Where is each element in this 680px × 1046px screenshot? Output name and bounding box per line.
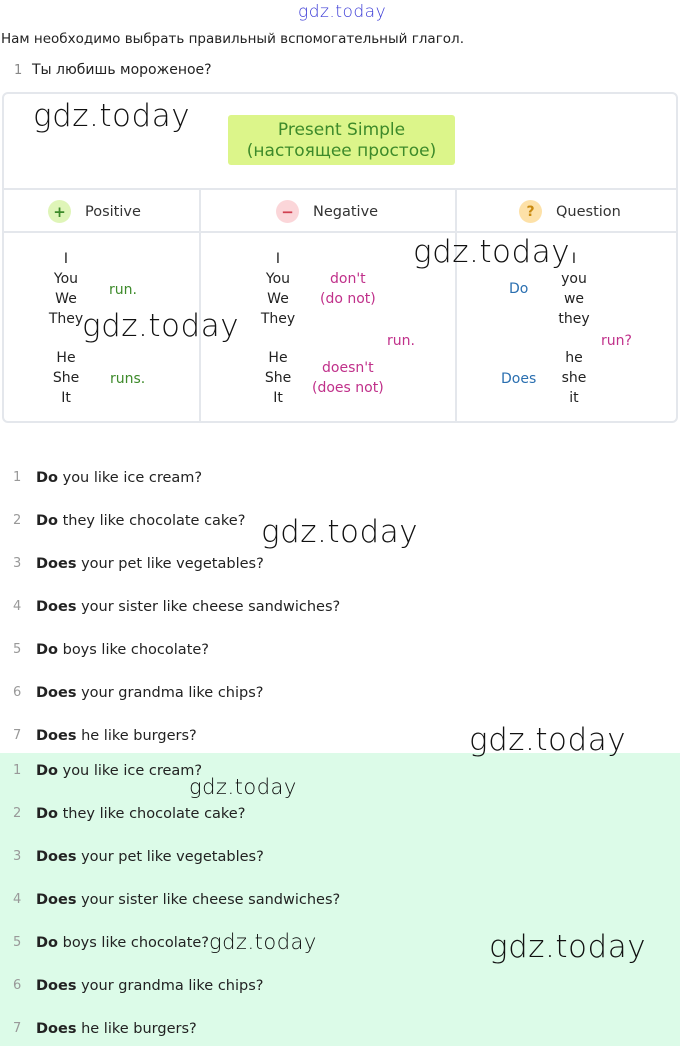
pronoun: they [558, 311, 590, 327]
watermark: gdz.today [489, 929, 647, 965]
item-text: boys like chocolate? [58, 642, 209, 658]
item-aux: Does [36, 849, 77, 865]
item-number: 2 [13, 806, 22, 821]
grammar-column-headers [4, 190, 676, 233]
item-text: your sister like cheese sandwiches? [76, 892, 341, 908]
item-number: 1 [13, 763, 22, 778]
minus-icon: − [276, 200, 299, 223]
item-aux: Does [36, 685, 77, 701]
grammar-table [2, 92, 678, 423]
item-aux: Does [36, 599, 77, 615]
item-text: you like ice cream? [58, 470, 203, 486]
item-text: he like burgers? [76, 1021, 197, 1037]
answer-item [0, 806, 680, 849]
column-divider [199, 190, 201, 423]
item-number: 6 [13, 978, 22, 993]
item-aux: Do [36, 470, 58, 486]
item-number: 5 [13, 935, 22, 950]
example-text: Ты любишь мороженое? [32, 62, 212, 78]
example-number: 1 [14, 63, 23, 78]
item-number: 7 [13, 728, 22, 743]
pronoun: I [63, 251, 69, 267]
pronoun: It [61, 390, 71, 406]
question-icon: ? [519, 200, 542, 223]
answer-item [0, 763, 680, 806]
question-aux-third: Does [501, 371, 537, 387]
answer-block [0, 753, 680, 1046]
item-aux: Does [36, 728, 77, 744]
column-question [519, 190, 621, 233]
positive-verb-third: runs. [110, 371, 146, 387]
list-item [0, 642, 680, 685]
pronoun: she [561, 370, 587, 386]
item-text: boys like chocolate? [58, 935, 209, 951]
pronoun: he [565, 350, 583, 366]
pronoun: She [264, 370, 292, 386]
item-number: 7 [13, 1021, 22, 1036]
column-negative-label: Negative [313, 203, 379, 220]
item-number: 3 [13, 556, 22, 571]
item-number: 6 [13, 685, 22, 700]
item-number: 2 [13, 513, 22, 528]
pronoun: I [571, 251, 577, 267]
column-question-label: Question [556, 203, 621, 220]
item-text: you like ice cream? [58, 763, 203, 779]
pronoun: They [260, 311, 296, 327]
answer-item [0, 1021, 680, 1046]
watermark: gdz.today [82, 308, 240, 344]
watermark: gdz.today [413, 234, 571, 270]
watermark: gdz.today [209, 930, 317, 954]
item-text: your pet like vegetables? [76, 556, 264, 572]
pronoun: it [569, 390, 579, 406]
item-aux: Does [36, 1021, 77, 1037]
watermark: gdz.today [189, 775, 297, 799]
answer-item [0, 849, 680, 892]
positive-verb: run. [109, 282, 137, 298]
item-text: your grandma like chips? [76, 978, 264, 994]
pronoun: You [265, 271, 291, 287]
item-aux: Does [36, 978, 77, 994]
column-positive [48, 190, 141, 233]
item-number: 4 [13, 892, 22, 907]
list-item [0, 556, 680, 599]
pronoun: you [561, 271, 587, 287]
watermark: gdz.today [469, 722, 627, 758]
list-item [0, 599, 680, 642]
pronoun: You [53, 271, 79, 287]
item-aux: Do [36, 513, 58, 529]
item-text: your pet like vegetables? [76, 849, 264, 865]
column-divider [455, 190, 457, 423]
item-number: 5 [13, 642, 22, 657]
item-text: your grandma like chips? [76, 685, 264, 701]
watermark: gdz.today [33, 98, 191, 134]
item-text: your sister like cheese sandwiches? [76, 599, 341, 615]
item-number: 4 [13, 599, 22, 614]
pronoun: She [52, 370, 80, 386]
item-aux: Does [36, 556, 77, 572]
instruction-text: Нам необходимо выбрать правильный вспомогательный глагол. [1, 31, 464, 47]
plus-icon: + [48, 200, 71, 223]
pronoun: We [55, 291, 77, 307]
negative-aux-third: doesn't [322, 360, 374, 376]
item-number: 3 [13, 849, 22, 864]
item-number: 1 [13, 470, 22, 485]
example-line [14, 62, 212, 78]
column-positive-label: Positive [85, 203, 141, 220]
pronoun: He [56, 350, 76, 366]
item-text: they like chocolate cake? [58, 513, 246, 529]
item-aux: Do [36, 763, 58, 779]
question-aux: Do [509, 281, 529, 297]
grammar-title: Present Simple [277, 120, 406, 140]
watermark: gdz.today [261, 514, 419, 550]
item-aux: Do [36, 642, 58, 658]
pronoun: I [275, 251, 281, 267]
grammar-title-box [228, 115, 455, 165]
pronoun: we [563, 291, 585, 307]
item-text: they like chocolate cake? [58, 806, 246, 822]
item-text: he like burgers? [76, 728, 197, 744]
item-aux: Does [36, 892, 77, 908]
item-aux: Do [36, 935, 58, 951]
column-negative [276, 190, 378, 233]
pronoun: We [267, 291, 289, 307]
negative-aux-full: (do not) [320, 291, 376, 307]
watermark: gdz.today [298, 2, 387, 22]
pronoun: They [48, 311, 84, 327]
negative-aux: don't [330, 271, 366, 287]
grammar-subtitle: (настоящее простое) [246, 141, 437, 161]
answer-item [0, 978, 680, 1021]
pronoun: He [268, 350, 288, 366]
pronoun: It [273, 390, 283, 406]
negative-aux-third-full: (does not) [312, 380, 384, 396]
question-verb: run? [601, 333, 632, 349]
negative-verb: run. [387, 333, 415, 349]
list-item [0, 470, 680, 513]
item-aux: Do [36, 806, 58, 822]
